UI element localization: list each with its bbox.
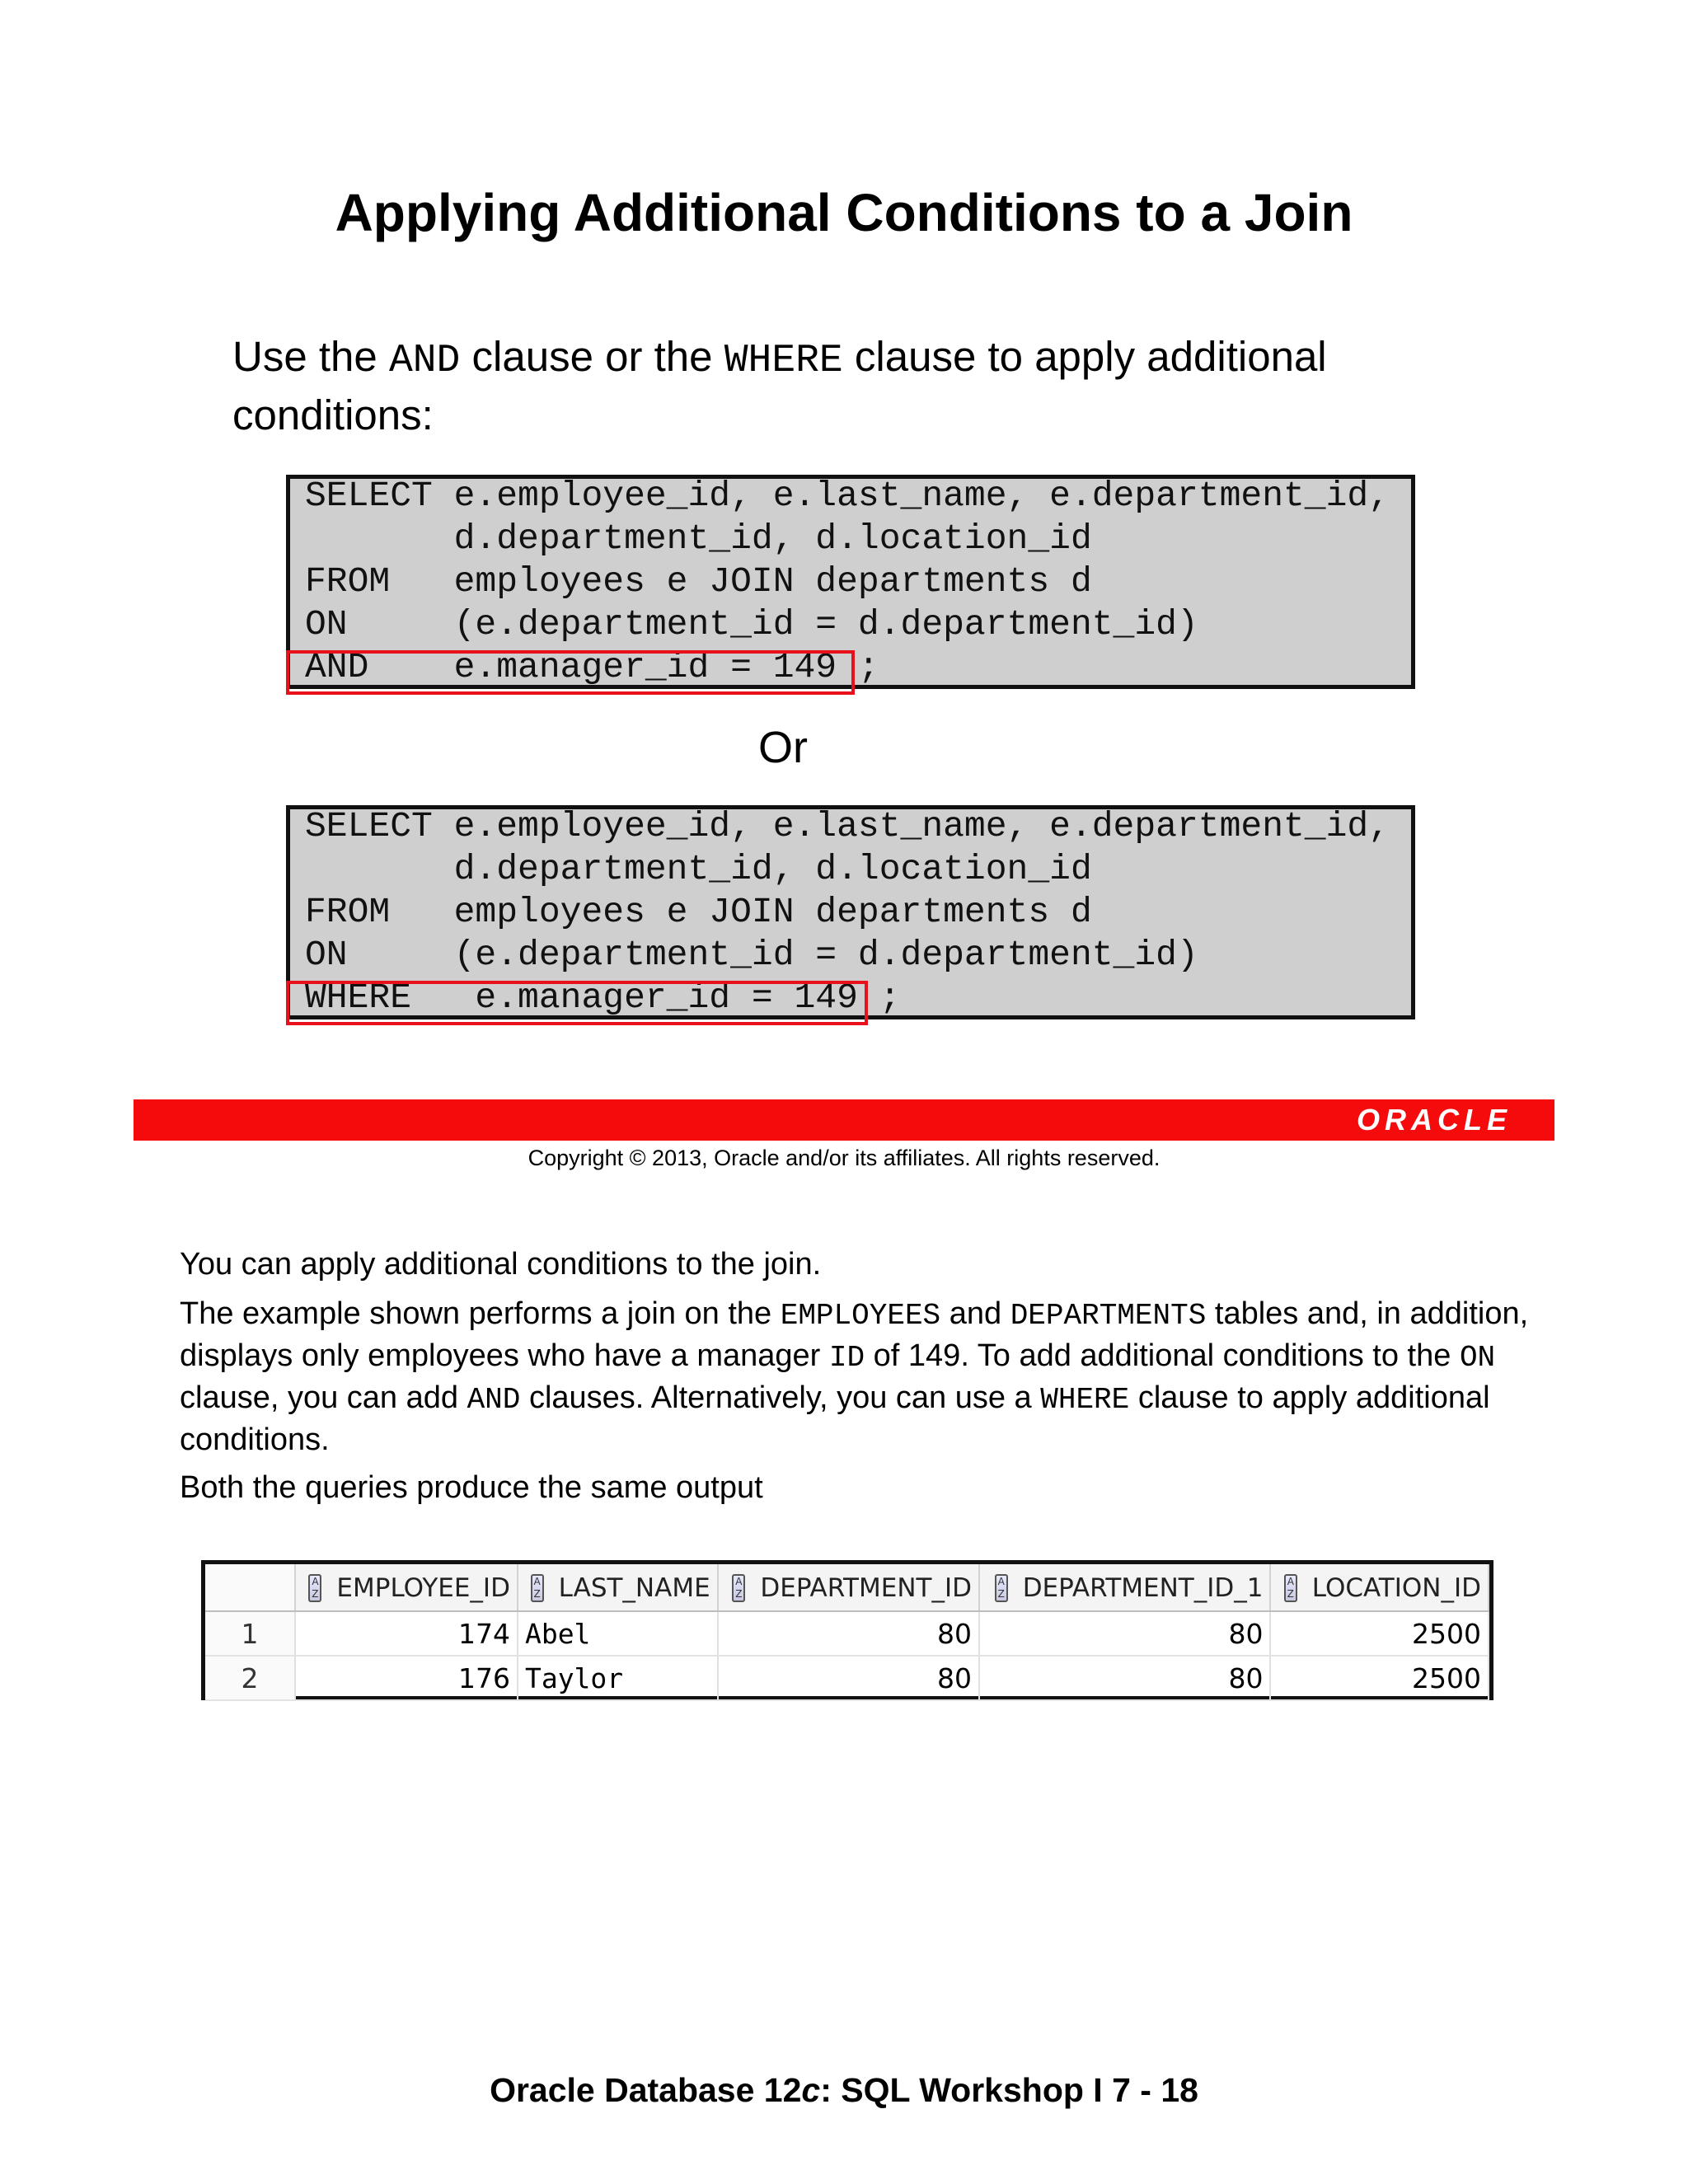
cell-last-name: Abel bbox=[518, 1611, 718, 1656]
column-header-label: LAST_NAME bbox=[558, 1572, 710, 1603]
copyright-text: Copyright © 2013, Oracle and/or its affiliates. All rights reserved. bbox=[528, 1146, 1160, 1170]
cell-department-id-1: 80 bbox=[979, 1656, 1271, 1700]
footer-italic: c bbox=[801, 2071, 821, 2109]
code-term: ID bbox=[828, 1341, 865, 1375]
sort-az-icon: A Z bbox=[995, 1574, 1008, 1602]
note-paragraph-1: You can apply additional conditions to the join. bbox=[180, 1247, 822, 1282]
cell-department-id: 80 bbox=[718, 1656, 979, 1700]
column-header-department-id[interactable] bbox=[718, 1564, 979, 1611]
column-header-last-name[interactable] bbox=[518, 1564, 718, 1611]
note-paragraph-3: Both the queries produce the same output bbox=[180, 1470, 763, 1505]
highlight-and-clause bbox=[286, 650, 855, 695]
table-row[interactable] bbox=[205, 1611, 1489, 1656]
code-text: SELECT e.employee_id, e.last_name, e.department_id, d.department_id, d.location_id FROM employees e JOIN departments d ON (e.department_id = d.department_id) WHERE e.manager_id = 149 ; bbox=[305, 806, 1390, 1018]
footer-text: Oracle Database 12 bbox=[490, 2071, 802, 2109]
intro-part: clause or the bbox=[460, 333, 724, 380]
code-term: AND bbox=[467, 1383, 521, 1417]
cell-employee-id: 176 bbox=[295, 1656, 518, 1700]
column-header-location-id[interactable] bbox=[1270, 1564, 1489, 1611]
highlight-where-clause bbox=[286, 981, 868, 1025]
note-text: tables and, in addition, displays only employees who have a manager bbox=[180, 1296, 1529, 1373]
code-term: ON bbox=[1459, 1341, 1496, 1375]
slide-title: Applying Additional Conditions to a Join bbox=[335, 183, 1353, 242]
code-term: WHERE bbox=[1040, 1383, 1130, 1417]
row-number: 1 bbox=[205, 1611, 295, 1656]
code-text: SELECT e.employee_id, e.last_name, e.department_id, d.department_id, d.location_id FROM employees e JOIN departments d ON (e.department_id = d.department_id) AND e.manager_id = 149 ; bbox=[305, 476, 1390, 687]
keyword-where: WHERE bbox=[724, 339, 843, 383]
query-result-grid bbox=[201, 1560, 1493, 1700]
sort-az-icon: A Z bbox=[732, 1574, 745, 1602]
column-header-label: LOCATION_ID bbox=[1311, 1572, 1481, 1603]
cell-location-id: 2500 bbox=[1270, 1656, 1489, 1700]
intro-part: Use the bbox=[232, 333, 389, 380]
row-number: 2 bbox=[205, 1656, 295, 1700]
code-term: DEPARTMENTS bbox=[1010, 1299, 1207, 1333]
column-header-label: EMPLOYEE_ID bbox=[336, 1572, 510, 1603]
oracle-banner bbox=[134, 1099, 1554, 1141]
table-row[interactable] bbox=[205, 1656, 1489, 1700]
footer-text: : SQL Workshop I 7 - 18 bbox=[820, 2071, 1198, 2109]
sort-az-icon: A Z bbox=[531, 1574, 544, 1602]
column-header-label: DEPARTMENT_ID_1 bbox=[1022, 1572, 1264, 1603]
note-text: clauses. Alternatively, you can use a bbox=[520, 1380, 1041, 1415]
column-header-department-id-1[interactable] bbox=[979, 1564, 1271, 1611]
row-number-header bbox=[205, 1564, 295, 1611]
note-text: clause, you can add bbox=[180, 1380, 467, 1415]
intro-text bbox=[232, 330, 1485, 443]
sort-az-icon: A Z bbox=[1284, 1574, 1297, 1602]
or-label: Or bbox=[758, 723, 808, 772]
note-text: The example shown performs a join on the bbox=[180, 1296, 781, 1331]
column-header-label: DEPARTMENT_ID bbox=[760, 1572, 972, 1603]
note-text: and bbox=[940, 1296, 1010, 1331]
sort-az-icon: A Z bbox=[308, 1574, 321, 1602]
note-text: of 149. To add additional conditions to the bbox=[865, 1338, 1460, 1373]
cell-department-id-1: 80 bbox=[979, 1611, 1271, 1656]
cell-last-name: Taylor bbox=[518, 1656, 718, 1700]
intro-part: clause to apply additional conditions: bbox=[232, 333, 1327, 438]
cell-location-id: 2500 bbox=[1270, 1611, 1489, 1656]
oracle-logo: ORACLE bbox=[1357, 1103, 1512, 1137]
code-term: EMPLOYEES bbox=[780, 1299, 941, 1333]
cell-department-id: 80 bbox=[718, 1611, 979, 1656]
page-footer bbox=[0, 2069, 1688, 2111]
note-text: clause to apply additional conditions. bbox=[180, 1380, 1490, 1457]
column-header-employee-id[interactable] bbox=[295, 1564, 518, 1611]
keyword-and: AND bbox=[388, 339, 461, 383]
cell-employee-id: 174 bbox=[295, 1611, 518, 1656]
note-paragraph-2 bbox=[180, 1294, 1531, 1460]
